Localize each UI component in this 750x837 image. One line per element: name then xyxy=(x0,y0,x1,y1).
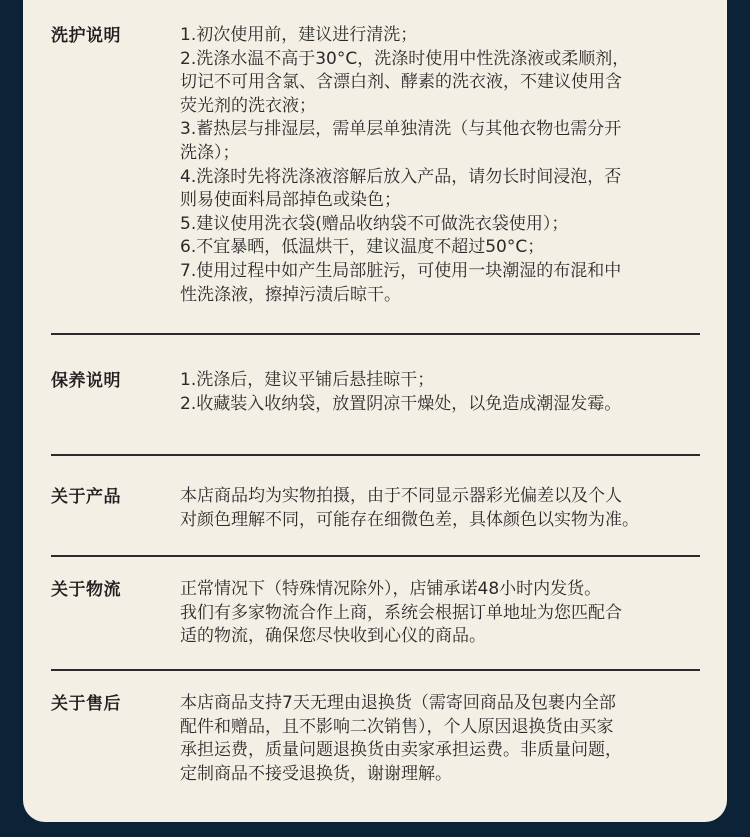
section-body xyxy=(180,692,705,786)
body-line: 对颜色理解不同，可能存在细微色差，具体颜色以实物为准。 xyxy=(180,509,639,530)
section-divider xyxy=(51,333,700,335)
body-line: 性洗涤液，擦掉污渍后晾干。 xyxy=(180,284,401,305)
section-body xyxy=(180,578,705,649)
body-line: 3.蓄热层与排湿层，需单层单独清洗（与其他衣物也需分开 xyxy=(180,119,622,140)
body-line: 2.收藏装入收纳袋，放置阴凉干燥处，以免造成潮湿发霉。 xyxy=(180,393,622,414)
body-line: 本店商品支持7天无理由退换货（需寄回商品及包裹内全部 xyxy=(180,693,616,713)
section-title: 洗护说明 xyxy=(51,26,121,46)
body-line: 则易使面料局部掉色或染色； xyxy=(180,190,401,211)
body-line: 配件和赠品，且不影响二次销售），个人原因退换货由买家 xyxy=(180,716,614,737)
body-line: 1.初次使用前，建议进行清洗； xyxy=(180,25,418,45)
section-divider xyxy=(51,669,700,671)
body-line: 我们有多家物流合作上商，系统会根据订单地址为您匹配合 xyxy=(180,602,622,623)
section-divider xyxy=(51,555,700,557)
body-line: 2.洗涤水温不高于30°C，洗涤时使用中性洗涤液或柔顺剂， xyxy=(180,48,630,69)
section-body xyxy=(180,369,705,416)
body-line: 洗涤）； xyxy=(180,142,240,163)
body-line: 6.不宜暴晒，低温烘干，建议温度不超过50°C； xyxy=(180,237,545,258)
body-line: 4.洗涤时先将洗涤液溶解后放入产品，请勿长时间浸泡，否 xyxy=(180,166,622,187)
body-line: 1.洗涤后，建议平铺后悬挂晾干； xyxy=(180,370,435,390)
body-line: 5.建议使用洗衣袋(赠品收纳袋不可做洗衣袋使用）； xyxy=(180,213,569,234)
body-line: 正常情况下（特殊情况除外），店铺承诺48小时内发货。 xyxy=(180,579,602,599)
body-line: 承担运费，质量问题退换货由卖家承担运费。非质量问题， xyxy=(180,740,622,761)
body-line: 荧光剂的洗衣液； xyxy=(180,95,316,116)
section-title: 保养说明 xyxy=(51,371,121,391)
body-line: 适的物流，确保您尽快收到心仪的商品。 xyxy=(180,626,486,647)
section-title: 关于售后 xyxy=(51,694,121,714)
body-line: 7.使用过程中如产生局部脏污，可使用一块潮湿的布混和中 xyxy=(180,260,622,281)
body-line: 切记不可用含氯、含漂白剂、酵素的洗衣液，不建议使用含 xyxy=(180,72,622,93)
info-card xyxy=(23,0,727,822)
section-divider xyxy=(51,454,700,456)
section-body xyxy=(180,485,705,532)
section-title: 关于产品 xyxy=(51,487,121,507)
section-title: 关于物流 xyxy=(51,580,121,600)
body-line: 定制商品不接受退换货，谢谢理解。 xyxy=(180,763,452,784)
section-body xyxy=(180,24,705,307)
body-line: 本店商品均为实物拍摄，由于不同显示器彩光偏差以及个人 xyxy=(180,486,622,506)
